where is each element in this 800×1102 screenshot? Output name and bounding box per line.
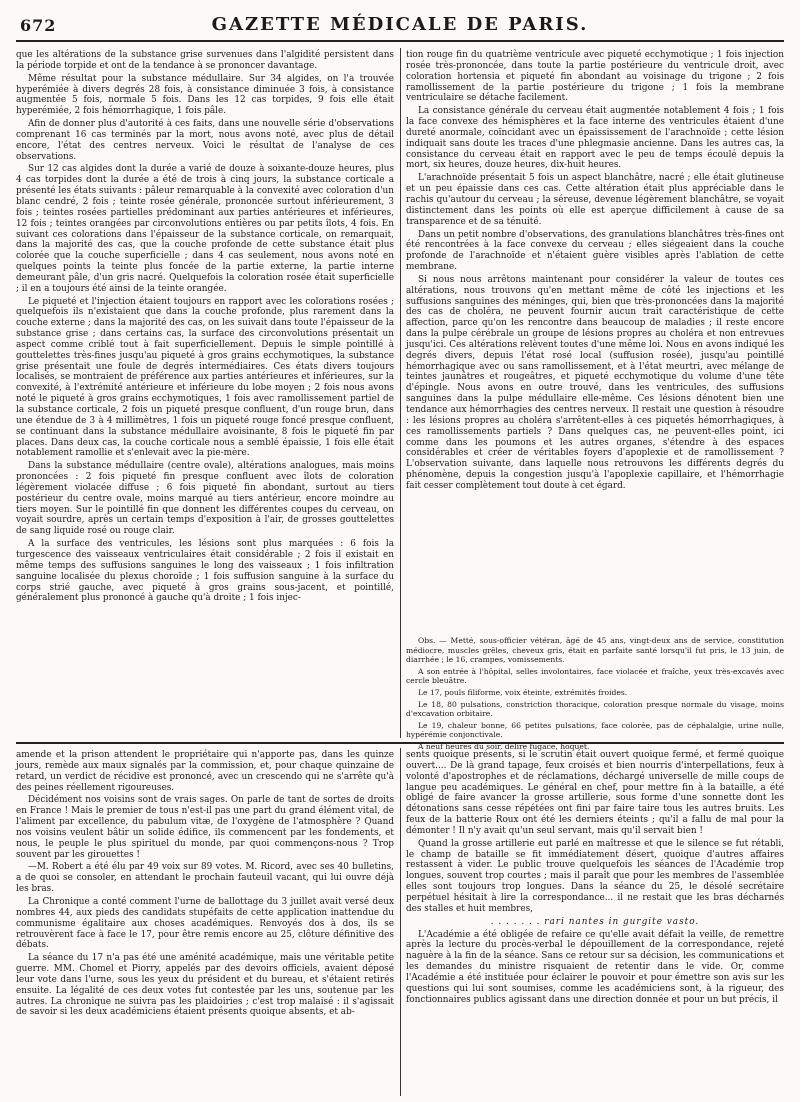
paragraph: tion rouge fin du quatrième ventricule avec piqueté ecchymotique ; 1 fois injection rosée très-prononcée, dans toute la partie postérieure du ventricule droit, avec coloration hortensia et piqueté fin abondant au voisinage du trigone ; 2 fois ramollissement de la partie postérieure du trigone ; 1 fois la membrane ventriculaire se détache facilement. xyxy=(406,50,784,104)
paragraph: Même résultat pour la substance médullaire. Sur 34 algides, on l'a trouvée hyperémiée à divers degrés 28 fois, à consistance diminuée 3 fois, à consistance augmentée 5 fois, normale 5 fois. Dans les 12 cas torpides, 9 fois elle était hyperémiée, 2 fois hémorrhagique, 1 fois pâle. xyxy=(16,73,394,117)
paragraph: —M. Robert a été élu par 49 voix sur 89 votes. M. Ricord, avec ses 40 bulletins, a de quoi se consoler, en attendant le prochain fauteuil vacant, qui lui ouvre déjà les bras. xyxy=(16,862,394,895)
observation-line: Le 19, chaleur bonne, 66 petites pulsations, face colorée, pas de céphalalgie, urine nulle, hypérémie conjonctivale. xyxy=(406,720,784,740)
bottom-left-column xyxy=(16,750,394,1095)
paragraph: Si nous nous arrêtons maintenant pour considérer la valeur de toutes ces altérations, nous trouvons qu'en mettant même de côté les injections et les suffusions sanguines des méninges, qui, bien que très-prononcées dans la majorité des cas de choléra, ne peuvent fournir aucun trait caractéristique de cette affection, parce qu'on les rencontre dans beaucoup de maladies ; il reste encore dans la pulpe cérébrale un groupe de lésions propres au choléra et non entrevues jusqu'ici. Ces altérations relèvent toutes d'une même loi. Nous en avons indiqué les degrés divers, depuis l'état rosé local (suffusion rosée), jusqu'au pointillé hémorrhagique avec ou sans ramollissement, et à l'état meurtri, avec mélange de teintes jaunâtres et rougeâtres, et piqueté ecchymotique du volume d'une tête d'épingle. Nous avons en outre trouvé, dans les ventricules, des suffusions sanguines dans la pulpe médullaire elle-même. Ces lésions dénotent bien une tendance aux hémorrhagies des centres nerveux. Il restait une question à résoudre : les lésions propres au choléra s'arrêtent-elles à ces piquetés hémorrhagiques, à ces ramollissements partiels ? Dans quelques cas, ne peuvent-elles point, ici comme dans les poumons et les autres organes, s'étendre à des espaces considérables et créer de véritables foyers d'apoplexie et de ramollissement ? L'observation suivante, dans laquelle nous retrouvons les différents degrés du phénomène, depuis la congestion jusqu'à l'apoplexie capillaire, et l'hémorrhagie fait cesser complètement tout doute à cet égard. xyxy=(406,274,784,491)
observation-line: A son entrée à l'hôpital, selles involontaires, face violacée et fraîche, yeux très-excavés avec cercle bleuâtre. xyxy=(406,666,784,686)
page-header xyxy=(16,8,784,42)
paragraph: L'arachnoïde présentait 5 fois un aspect blanchâtre, nacré ; elle était glutineuse et un peu épaissie dans ces cas. Cette altération était plus appréciable dans le rachis qu'autour du cerveau ; la séreuse, devenue légèrement blanchâtre, se voyait distinctement dans les points où elle est aperçue difficilement à cause de sa transparence et de sa ténuité. xyxy=(406,173,784,227)
observation-line: Obs. — Metté, sous-officier vétéran, âgé de 45 ans, vingt-deux ans de service, constitution médiocre, muscles grêles, cheveux gris, était en parfaite santé lorsqu'il fut pris, le 13 juin, de diarrhée ; le 16, crampes, vomissements. xyxy=(406,636,784,665)
paragraph: amende et la prison attendent le propriétaire qui n'apporte pas, dans les quinze jours, remède aux maux signalés par la commission, et, pour chaque quinzaine de retard, un verdict de récidive est prononcé, avec un crescendo qui ne s'arrête qu'à des peines réellement rigoureuses. xyxy=(16,750,394,793)
paragraph: La consistance générale du cerveau était augmentée notablement 4 fois ; 1 fois la face convexe des hémisphères et la face interne des ventricules étaient d'une dureté anormale, coïncidant avec un épaississement de l'arachnoïde ; cette lésion indiquait sans doute les traces d'une phlegmasie ancienne. Dans les autres cas, la consistance du cerveau était en rapport avec le peu de temps écoulé depuis la mort, six heures, douze heures, dix-huit heures. xyxy=(406,106,784,171)
paragraph: Afin de donner plus d'autorité à ces faits, dans une nouvelle série d'observations comprenant 16 cas terminés par la mort, nous avons noté, avec plus de détail encore, l'état des centres nerveux. Voici le résultat de l'analyse de ces observations. xyxy=(16,119,394,162)
paragraph: Dans un petit nombre d'observations, des granulations blanchâtres très-fines ont été rencontrées à la face convexe du cerveau ; elles siégeaient dans la couche profonde de l'arachnoïde et n'étaient guère visibles après l'ablation de cette membrane. xyxy=(406,229,784,273)
bottom-right-column xyxy=(406,750,784,1095)
observation-line: Le 17, pouls filiforme, voix éteinte, extrémités froides. xyxy=(418,687,628,697)
paragraph: La séance du 17 n'a pas été une aménité académique, mais une véritable petite guerre. MM. Chomel et Piorry, appelés par des devoirs officiels, avaient déposé leur vote dans l'urne, sous les yeux du président et du bureau, et s'étaient retirés ensuite. La légalité de ces deux votes fut contestée par les uns, soutenue par les autres. La chronique ne suivra pas les plaidoiries ; c'est trop malaisé : il s'agissait de savoir si les deux académiciens étaient présents quoique absents, et ab- xyxy=(16,953,394,1018)
journal-title: GAZETTE MÉDICALE DE PARIS. xyxy=(211,14,589,35)
column-divider xyxy=(400,48,401,738)
observation-block xyxy=(406,636,784,751)
top-right-column xyxy=(406,50,784,640)
observation-line: A neuf heures du soir, délire fugace, hoquet. xyxy=(418,741,590,751)
paragraph: A la surface des ventricules, les lésions sont plus marquées : 6 fois la turgescence des vaisseaux ventriculaires était considérable ; 2 fois il existait en même temps des suffusions sanguines le long des vaisseaux ; 1 fois infiltration sanguine localisée du plexus choroïde ; 1 fois suffusion sanguine à la surface du corps strié gauche, avec piqueté à gros grains sous-jacent, et pointillé, généralement plus prononcé à gauche qu'à droite ; 1 fois injec- xyxy=(16,539,394,604)
section-divider xyxy=(16,742,784,744)
observation-line: Le 18, 80 pulsations, constriction thoracique, coloration presque normale du visage, moins d'excavation orbitaire. xyxy=(406,699,784,719)
paragraph: Le piqueté et l'injection étaient toujours en rapport avec les colorations rosées ; quelquefois ils n'existaient que dans la couche profonde, plus rarement dans la couche externe ; dans la majorité des cas, on les suivait dans toute l'épaisseur de la substance grise ; dans certains cas, la surface des circonvolutions présentait un aspect comme criblé tout à fait superficiellement. Depuis le simple pointillé à gouttelettes très-fines jusqu'au piqueté à gros grains ecchymotiques, la substance grise présentait une foule de degrés intermédiaires. Ces états divers toujours localisés, se montraient de préférence aux parties antérieures et inférieures, sur la convexité, à l'extrémité antérieure et inférieure du lobe moyen ; 2 fois nous avons noté le piqueté à gros grains ecchymotiques, 1 fois avec ramollissement partiel de la substance corticale, 2 fois un piqueté presque confluent, d'un rouge brun, dans une étendue de 3 à 4 millimètres, 1 fois un piqueté rouge foncé presque confluent, se continuant dans la substance médullaire avoisinante, 8 fois le piqueté fin par places. Dans deux cas, la couche corticale nous a semblé épaissie, 1 fois elle était notablement ramollie et s'enlevait avec la pie-mère. xyxy=(16,296,394,459)
paragraph: sents quoique présents, si le scrutin était ouvert quoique fermé, et fermé quoique ouvert.... De là grand tapage, feux croisés et bien nourris d'interpellations, feux à volonté d'apostrophes et de réclamations, déchargé universelle de mille coups de langue peu académiques. Le général en chef, pour mettre fin à la bataille, a été obligé de faire avancer la grosse artillerie, sous forme d'une sonnette dont les détonations sans cesse répétées ont fini par faire taire tous les autres bruits. Les feux de la batterie Roux ont été les derniers éteints ; qu'il a fallu de mal pour la démonter ! Il n'y avait qu'un seul servant, mais qu'il servait bien ! xyxy=(406,750,784,836)
paragraph: Décidément nos voisins sont de vrais sages. On parle de tant de sortes de droits en France ! Mais le premier de tous n'est-il pas une part du grand élément vital, de l'aliment par excellence, du pabulum vitæ, de l'oxygène de l'atmosphère ? Quand nos voisins veulent bâtir un solide édifice, ils commencent par les fondements, et nous, le peuple le plus spirituel du monde, par quoi commençons-nous ? Trop souvent par les girouettes ! xyxy=(16,795,394,860)
page-number: 672 xyxy=(20,16,57,35)
top-left-column xyxy=(16,50,394,730)
paragraph: La Chronique a conté comment l'urne de ballottage du 3 juillet avait versé deux nombres 44, aux pieds des candidats stupéfaits de cette application inattendue du communisme égalitaire aux choses académiques. Renvoyés dos à dos, ils se retrouvèrent face à face le 17, pour être remis encore au 25, clôture définitive des débats. xyxy=(16,896,394,951)
paragraph: Quand la grosse artillerie eut parlé en maîtresse et que le silence se fut rétabli, le champ de bataille se fit immédiatement désert, quoique d'autres affaires restassent à vider. Le public trouve quelquefois les séances de l'Académie trop longues, souvent trop courtes ; mais il paraît que pour les membres de l'assemblée elles sont toujours trop longues. Dans la séance du 25, le désolé secrétaire perpétuel hésitait à lire la correspondance... il ne restait que les bras décharnés des stalles et huit membres, xyxy=(406,838,784,914)
latin-quote: . . . . . . . rari nantes in gurgite vasto. xyxy=(490,916,700,927)
paragraph: que les altérations de la substance grise survenues dans l'algidité persistent dans la période torpide et ont de la tendance à se prononcer davantage. xyxy=(16,50,394,71)
paragraph: Sur 12 cas algides dont la durée a varié de douze à soixante-douze heures, plus 4 cas torpides dont la durée a été de trois à cinq jours, la substance corticale a présenté les états suivants : pâleur remarquable à la convexité avec coloration d'un blanc cendré, 2 fois ; teinte rosée générale, prononcée surtout inférieurement, 3 fois ; teintes rosées partielles prédominant aux parties antérieures et inférieures, 12 fois ; teintes orangées par circonvolutions entières ou par petits îlots, 4 fois. En suivant ces colorations dans l'épaisseur de la substance corticale, on remarquait, dans la majorité des cas, que la couche profonde de cette substance était plus colorée que la couche superficielle ; dans 4 cas seulement, nous avons noté en quelques points la teinte plus foncée de la partie externe, la partie interne demeurant pâle, d'un gris nacré. Quelquefois la coloration rosée était superficielle ; il en a toujours été ainsi de la teinte orangée. xyxy=(16,164,394,294)
paragraph: L'Académie a été obligée de refaire ce qu'elle avait défait la veille, de remettre après la lecture du procès-verbal le dépouillement de la correspondance, rejeté naguère à la fin de la séance. Sans ce retour sur sa décision, les communications et les demandes du ministre risquaient de retentir dans le vide. Or, comme l'Académie a été instituée pour éclairer le pouvoir et pour émettre son avis sur les questions qui lui sont soumises, comme les académiciens sont, à la rigueur, des fonctionnaires publics agissant dans une direction donnée et pour un but précis, il xyxy=(406,929,784,1005)
column-divider xyxy=(400,748,401,1096)
paragraph: Dans la substance médullaire (centre ovale), altérations analogues, mais moins prononcées : 2 fois piqueté fin presque confluent avec îlots de coloration légèrement violacée diffuse ; 6 fois piqueté fin abondant, surtout au tiers postérieur du centre ovale, moins marqué au tiers antérieur, encore moindre au tiers moyen. Sur le pointillé fin que donnent les différentes coupes du cerveau, on voyait sourdre, après un certain temps d'exposition à l'air, de grosses gouttelettes de sang liquide rosé ou rouge clair. xyxy=(16,461,394,537)
